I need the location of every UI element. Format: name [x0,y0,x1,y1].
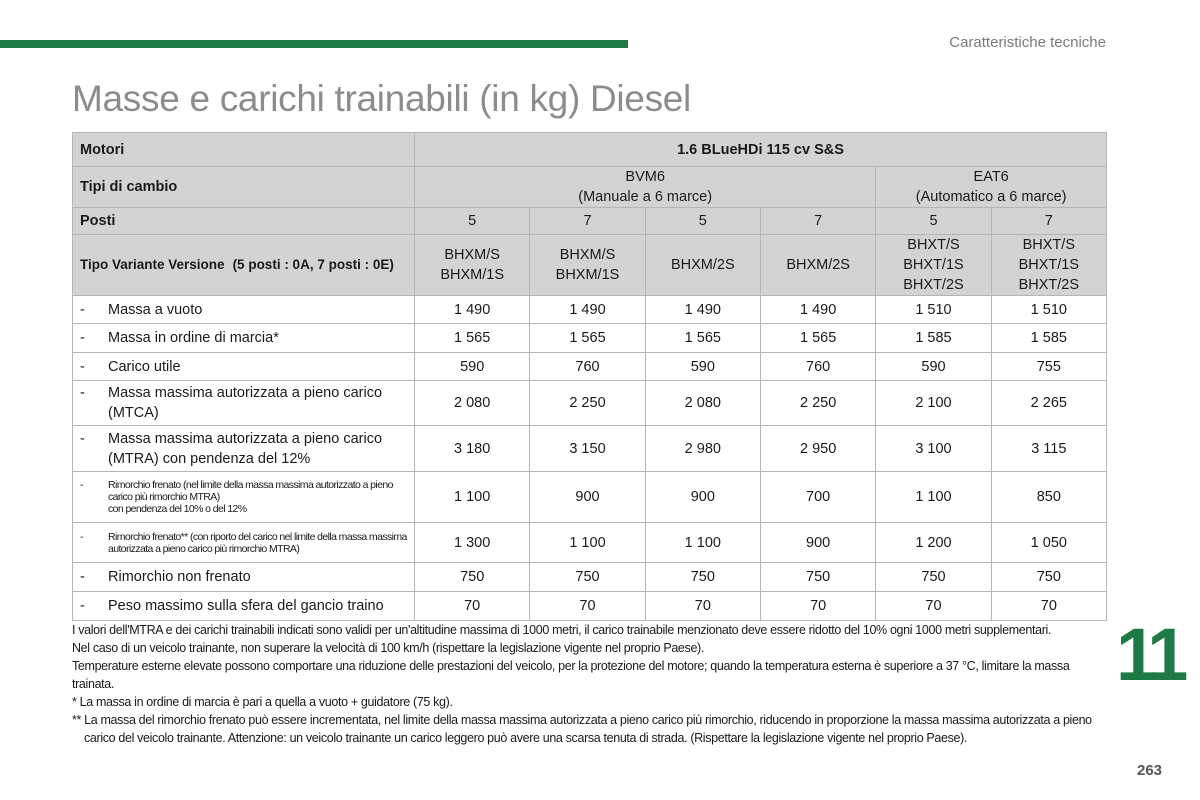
row-label-cell [73,426,415,472]
row-label-main: Massa massima autorizzata a pieno carico (MTRA) con pendenza del 12% [108,430,383,467]
value-cell: 1 490 [415,296,530,324]
value-cell: 3 115 [991,426,1106,472]
value-cell: 590 [645,353,760,381]
row-label-cell [73,523,415,563]
row-label-cell [73,563,415,592]
value-cell: 750 [415,563,530,592]
value-cell: 3 150 [530,426,645,472]
value-cell: 760 [530,353,645,381]
value-cell: 1 100 [645,523,760,563]
value-cell: 1 565 [415,324,530,353]
row-label-cell [73,592,415,621]
value-cell: 590 [876,353,991,381]
variant-code: BHXM/S [444,247,500,263]
variante-note: (5 posti : 0A, 7 posti : 0E) [232,257,394,272]
variant-code: BHXM/2S [786,257,850,273]
variant-code: BHXT/S [1022,237,1075,253]
row-label [80,357,411,377]
value-cell: 1 100 [876,472,991,523]
variante-label: Tipo Variante Versione [80,257,225,272]
variant-cell [876,235,991,296]
table-row [73,381,1107,426]
engine-name: 1.6 BLueHDi 115 cv S&S [415,133,1107,167]
value-cell: 900 [760,523,875,563]
row-dash: - [80,479,83,491]
value-cell: 1 100 [530,523,645,563]
value-cell: 70 [876,592,991,621]
row-label-cell [73,381,415,426]
row-label-cell [73,353,415,381]
row-label-text [108,479,411,515]
note-temperature: Temperature esterne elevate possono comportare una riduzione delle prestazioni del veicolo, per la protezione del motore; quando la temperatura esterna è superiore a 37 °C, limitare la massa trainata. [72,659,1070,691]
value-cell: 1 300 [415,523,530,563]
row-label [80,328,411,348]
row-label-text [108,531,411,555]
value-cell: 70 [991,592,1106,621]
variant-code: BHXT/1S [1018,257,1080,273]
value-cell: 1 585 [876,324,991,353]
variant-cell [415,235,530,296]
notes [72,621,1112,747]
value-cell: 1 490 [530,296,645,324]
row-label-main: Peso massimo sulla sfera del gancio traino [108,598,384,614]
gearbox-name: BVM6 [625,169,665,185]
table-row [73,563,1107,592]
posti-value: 7 [530,208,645,235]
variant-code: BHXT/1S [903,257,964,273]
posti-value: 5 [415,208,530,235]
row-label-text [108,429,411,469]
value-cell: 760 [760,353,875,381]
value-cell: 2 950 [760,426,875,472]
specs-table [72,132,1107,621]
footnote-2: ** La massa del rimorchio frenato può essere incrementata, nel limite della massa massima autorizzata a pieno carico più rimorchio, riducendo in proporzione la massa massima autorizzata a pieno carico del veicolo trainante. Attenzione: un veicolo trainante un carico leggero può avere una scarsa tenuta di strada. (Rispettare la legislazione vigente nel proprio Paese). [72,713,1092,745]
cambio-label: Tipi di cambio [73,167,415,208]
value-cell: 2 980 [645,426,760,472]
gearbox-desc: (Manuale a 6 marce) [578,189,713,205]
row-label [80,596,411,616]
row-dash: - [80,430,85,447]
row-label-cell [73,472,415,523]
row-dash: - [80,598,85,614]
value-cell: 850 [991,472,1106,523]
posti-value: 7 [991,208,1106,235]
row-dash: - [80,385,85,401]
value-cell: 70 [530,592,645,621]
table-row [73,296,1107,324]
variant-code: BHXT/S [907,237,960,253]
table-row [73,426,1107,472]
variante-label-cell [73,235,415,296]
value-cell: 2 100 [876,381,991,426]
value-cell: 750 [991,563,1106,592]
variant-code: BHXT/2S [903,277,964,293]
value-cell: 70 [760,592,875,621]
gearbox-row [73,167,1107,208]
value-cell: 2 250 [530,381,645,426]
row-label [80,300,411,320]
row-label-main: Carico utile [108,358,181,375]
table-row [73,353,1107,381]
value-cell: 1 100 [415,472,530,523]
row-label [80,531,411,555]
variant-code: BHXM/1S [440,267,504,283]
value-cell: 1 510 [876,296,991,324]
row-label-sub: con pendenza del 10% o del 12% [108,503,247,515]
variant-cell [530,235,645,296]
value-cell: 1 050 [991,523,1106,563]
posti-value: 5 [876,208,991,235]
posti-value: 7 [760,208,875,235]
variant-code: BHXT/2S [1018,277,1080,293]
row-label [80,567,411,587]
note-altitude: I valori dell'MTRA e dei carichi trainabili indicati sono validi per un'altitudine massima di 1000 metri, il carico trainabile menzionato deve essere ridotto del 10% ogni 1000 metri supplementari. [72,623,1052,637]
accent-bar [0,40,628,48]
row-label-main: Rimorchio frenato** (con riporto del carico nel limite della massa massima autorizzata a pieno carico più rimorchio MTRA) [108,530,407,555]
value-cell: 70 [645,592,760,621]
row-label-text [108,357,411,377]
variant-code: BHXM/S [559,247,616,263]
row-label-cell [73,296,415,324]
gearbox-eat6 [876,167,1107,208]
posti-row [73,208,1107,235]
value-cell: 590 [415,353,530,381]
value-cell: 3 100 [876,426,991,472]
value-cell: 2 080 [645,381,760,426]
value-cell: 2 265 [991,381,1106,426]
row-dash: - [80,358,85,375]
value-cell: 1 200 [876,523,991,563]
page-number: 263 [1137,762,1163,779]
motori-label: Motori [73,133,415,167]
row-label-text [108,596,411,616]
chapter-number: 11 [1116,613,1183,696]
engine-row [73,133,1107,167]
posti-value: 5 [645,208,760,235]
value-cell: 1 490 [645,296,760,324]
row-label [80,429,411,469]
value-cell: 1 565 [645,324,760,353]
note-speed: Nel caso di un veicolo trainante, non superare la velocità di 100 km/h (rispettare la legislazione vigente nel proprio Paese). [72,641,704,655]
value-cell: 1 490 [760,296,875,324]
value-cell: 755 [991,353,1106,381]
gearbox-name: EAT6 [973,169,1009,185]
row-label-cell [73,324,415,353]
value-cell: 2 080 [415,381,530,426]
value-cell: 1 565 [530,324,645,353]
value-cell: 70 [415,592,530,621]
value-cell: 750 [530,563,645,592]
row-label [80,479,411,515]
table-row [73,324,1107,353]
row-label-text [108,300,411,320]
variant-cell [760,235,875,296]
value-cell: 900 [645,472,760,523]
row-label-main: Massa massima autorizzata a pieno carico (MTCA) [108,385,383,421]
page-title: Masse e carichi trainabili (in kg) Diesel [72,78,691,119]
value-cell: 750 [760,563,875,592]
row-label-main: Massa a vuoto [108,301,203,318]
variant-code: BHXM/2S [670,257,735,273]
variant-code: BHXM/1S [555,267,620,283]
row-dash: - [80,569,85,585]
row-dash: - [80,330,85,346]
value-cell: 900 [530,472,645,523]
variant-cell [991,235,1106,296]
variant-row [73,235,1107,296]
row-label-main: Rimorchio frenato (nel limite della massa massima autorizzato a pieno carico più rimorchio MTRA) [108,479,393,503]
table-row [73,472,1107,523]
row-label-text [108,328,411,348]
value-cell: 1 510 [991,296,1106,324]
row-dash: - [80,530,83,543]
row-label-main: Massa in ordine di marcia* [108,330,279,346]
row-dash: - [80,301,85,318]
gearbox-desc: (Automatico a 6 marce) [915,189,1067,205]
value-cell: 750 [876,563,991,592]
section-label: Caratteristiche tecniche [949,34,1106,51]
row-label-main: Rimorchio non frenato [108,569,251,585]
row-label-text [108,383,411,423]
row-label-text [108,567,411,587]
variant-cell [645,235,760,296]
value-cell: 3 180 [415,426,530,472]
value-cell: 700 [760,472,875,523]
value-cell: 750 [645,563,760,592]
table-row [73,592,1107,621]
gearbox-bvm6 [415,167,876,208]
footnote-1: * La massa in ordine di marcia è pari a quella a vuoto + guidatore (75 kg). [72,695,453,709]
posti-label: Posti [73,208,415,235]
value-cell: 2 250 [760,381,875,426]
value-cell: 1 565 [760,324,875,353]
value-cell: 1 585 [991,324,1106,353]
table-row [73,523,1107,563]
row-label [80,383,411,423]
